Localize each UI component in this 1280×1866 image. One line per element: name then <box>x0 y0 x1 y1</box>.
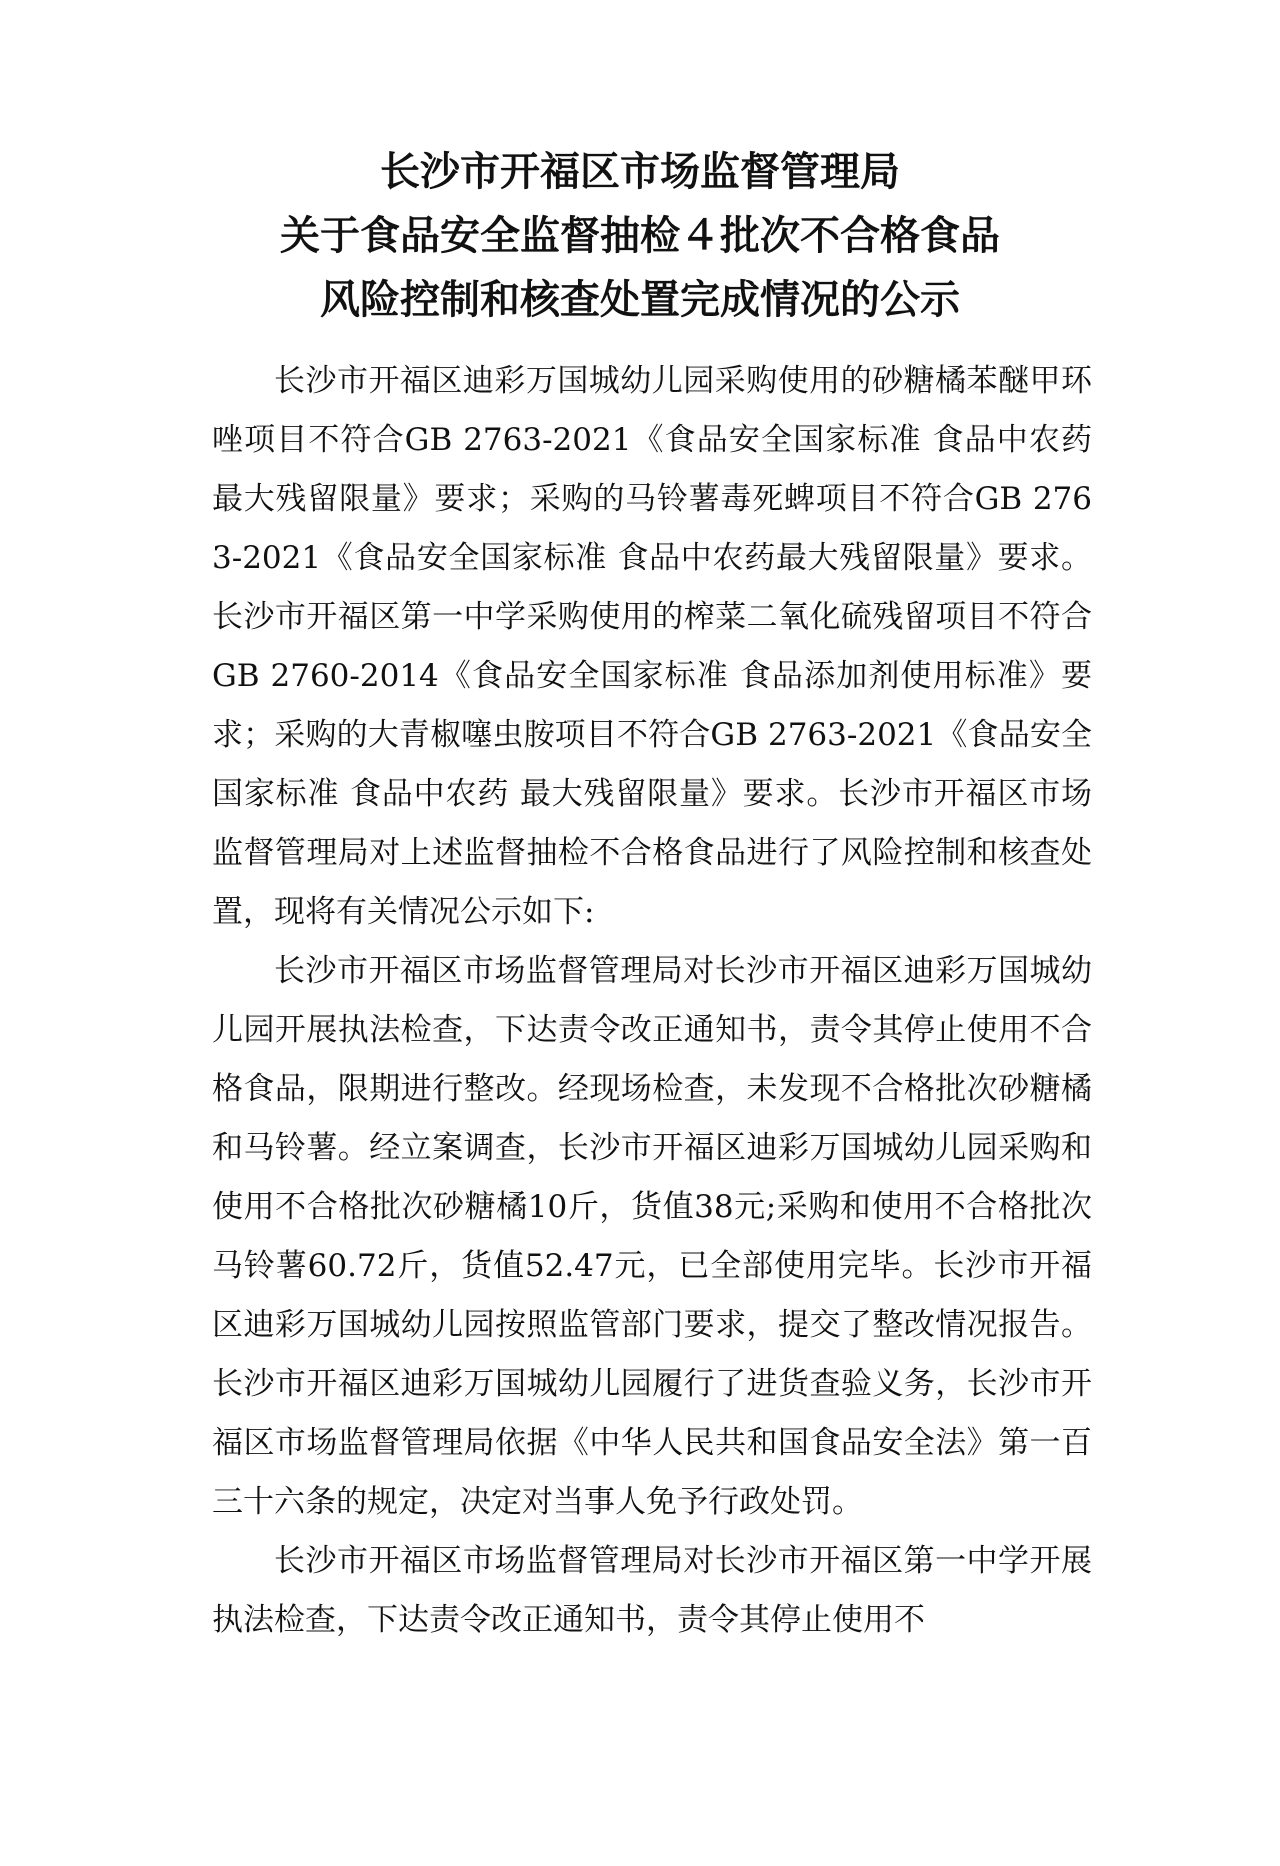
document-body <box>212 352 1092 1650</box>
title-line-1: 长沙市开福区市场监督管理局 <box>380 149 900 195</box>
paragraph-middle-school-disposal: 长沙市开福区市场监督管理局对长沙市开福区第一中学开展执法检查，下达责令改正通知书，责令其停止使用不 <box>212 1543 1092 1638</box>
title-line-3: 风险控制和核查处置完成情况的公示 <box>320 277 960 323</box>
title-line-2: 关于食品安全监督抽检４批次不合格食品 <box>280 213 1000 259</box>
paragraph-kindergarten-disposal: 长沙市开福区市场监督管理局对长沙市开福区迪彩万国城幼儿园开展执法检查，下达责令改正通知书，责令其停止使用不合格食品，限期进行整改。经现场检查，未发现不合格批次砂糖橘和马铃薯。经立案调查，长沙市开福区迪彩万国城幼儿园采购和使用不合格批次砂糖橘10斤，货值38元;采购和使用不合格批次马铃薯60.72斤，货值52.47元，已全部使用完毕。长沙市开福区迪彩万国城幼儿园按照监管部门要求，提交了整改情况报告。长沙市开福区迪彩万国城幼儿园履行了进货查验义务，长沙市开福区市场监督管理局依据《中华人民共和国食品安全法》第一百三十六条的规定，决定对当事人免予行政处罚。 <box>212 953 1092 1520</box>
document-title <box>0 140 1280 332</box>
paragraph-intro: 长沙市开福区迪彩万国城幼儿园采购使用的砂糖橘苯醚甲环唑项目不符合GB 2763-2021《食品安全国家标准 食品中农药最大残留限量》要求；采购的马铃薯毒死蜱项目不符合GB 2763-2021《食品安全国家标准 食品中农药最大残留限量》要求。长沙市开福区第一中学采购使用的榨菜二氧化硫残留项目不符合GB 2760-2014《食品安全国家标准 食品添加剂使用标准》要求；采购的大青椒噻虫胺项目不符合GB 2763-2021《食品安全国家标准 食品中农药 最大残留限量》要求。长沙市开福区市场监督管理局对上述监督抽检不合格食品进行了风险控制和核查处置，现将有关情况公示如下: <box>212 363 1092 930</box>
